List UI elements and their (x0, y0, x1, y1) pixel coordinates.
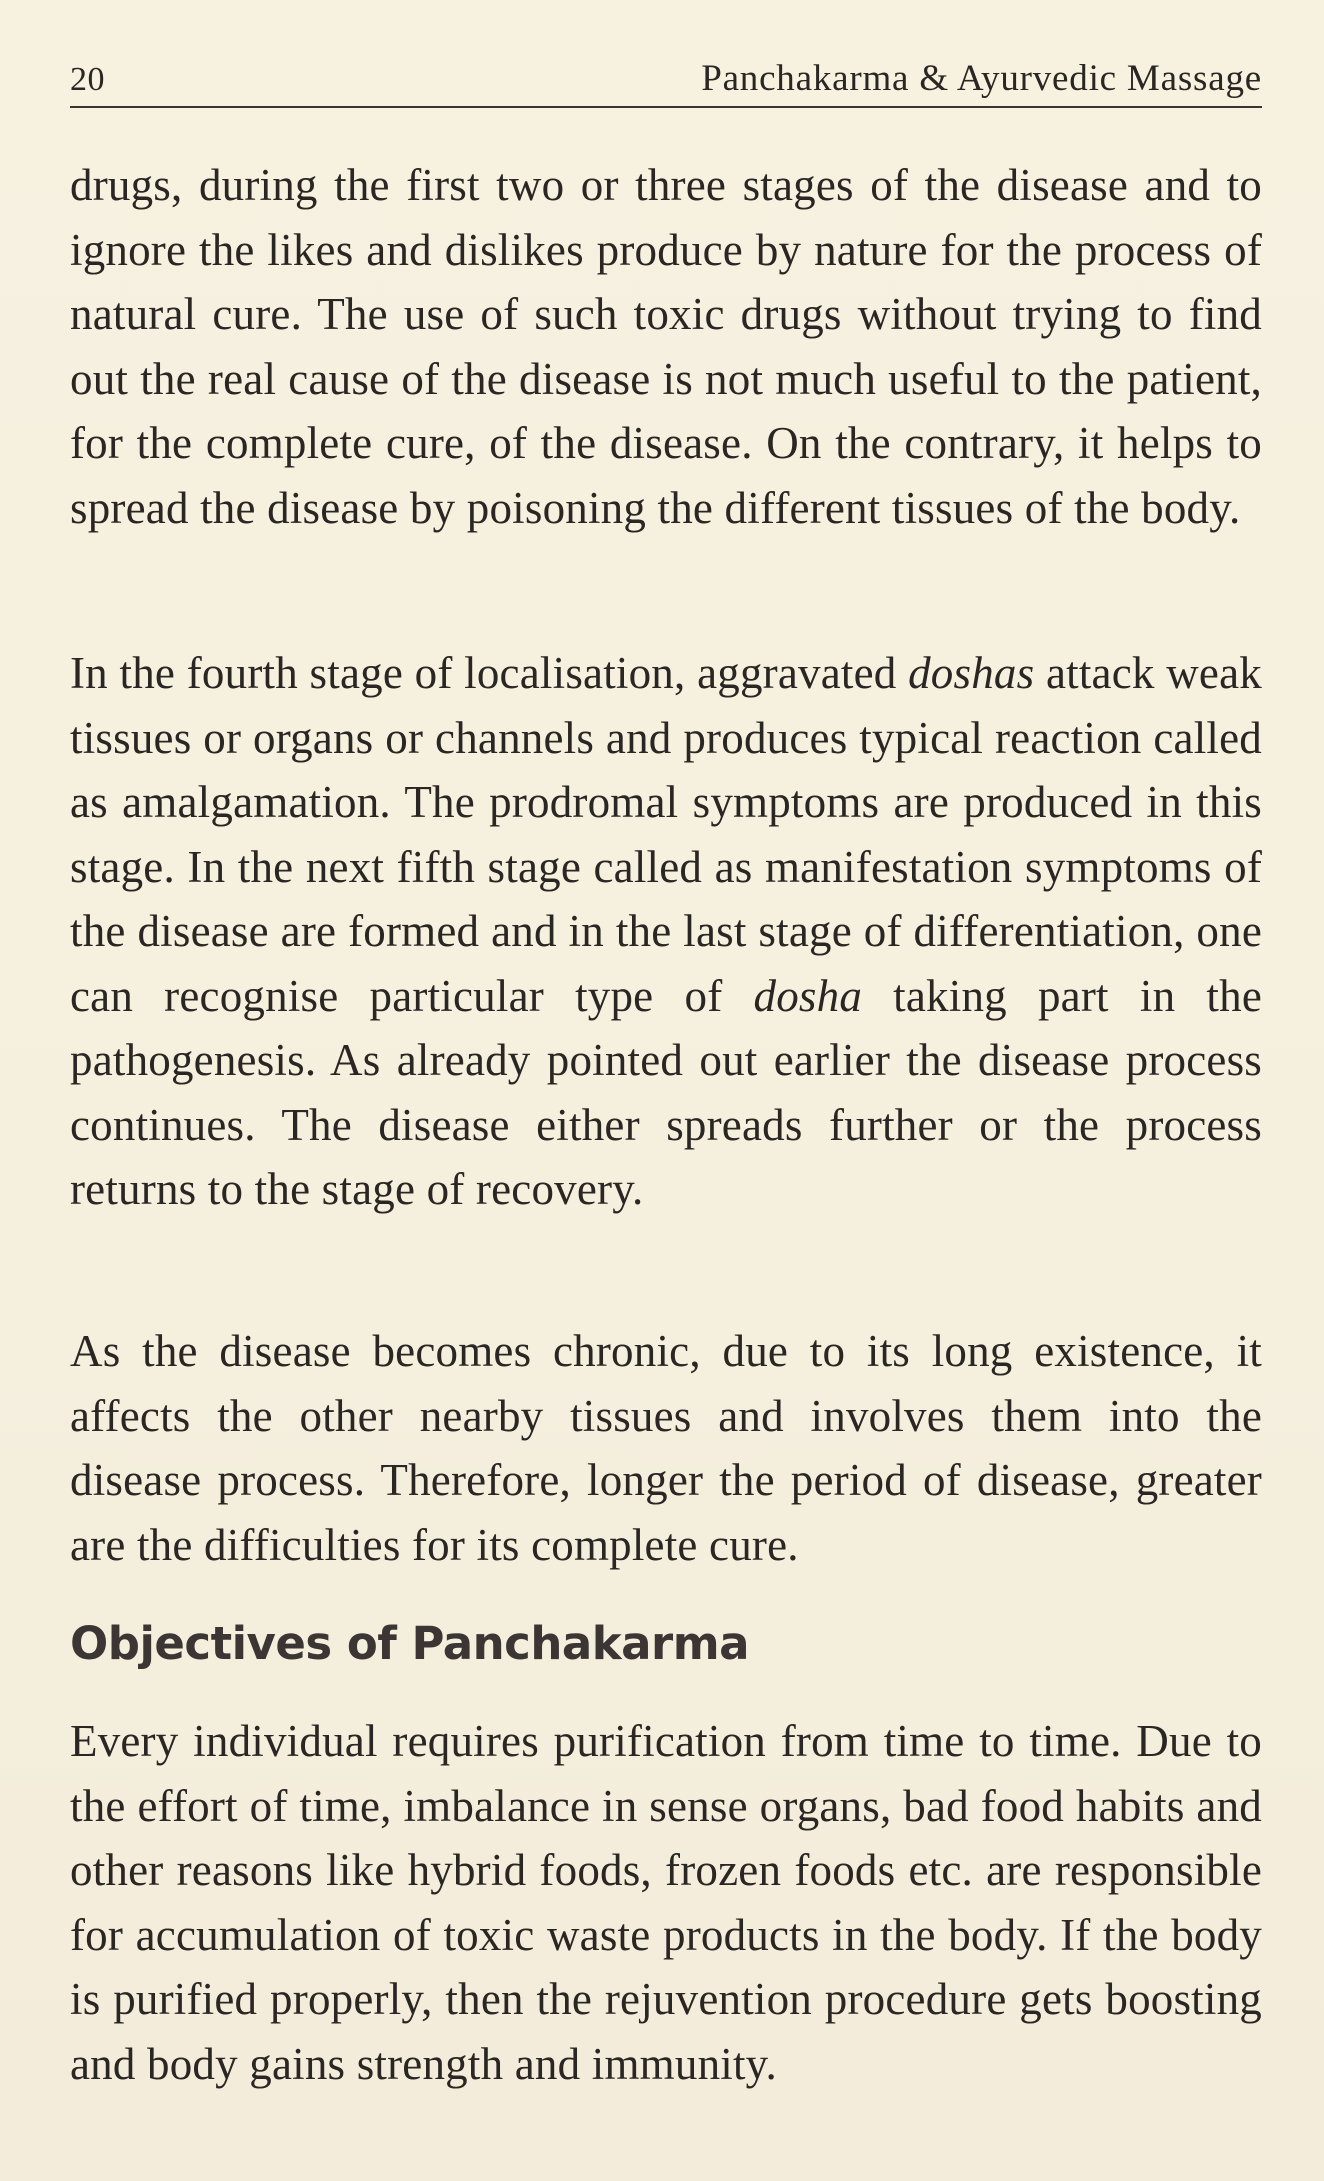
paragraph-2-text-c: taking part in the pathogenesis. As already pointed out earlier the disease process continues. The disease either spreads further or the process returns to the stage of recovery. (70, 970, 1262, 1214)
running-header (70, 52, 1262, 108)
paragraph-2-text-b: attack weak tissues or organs or channels and produces typical reaction called as amalgamation. The prodromal symptoms are produced in this stage. In the next fifth stage called as manifestation symptoms of the disease are formed and in the last stage of differentiation, one can recognise particular type of (70, 648, 1262, 1021)
italic-term-dosha: dosha (753, 970, 863, 1021)
running-title: Panchakarma & Ayurvedic Massage (701, 58, 1262, 99)
section-heading: Objectives of Panchakarma (70, 1617, 749, 1670)
paragraph-4: Every individual requires purification from time to time. Due to the effort of time, imbalance in sense organs, bad food habits and other reasons like hybrid foods, frozen foods etc. are responsible for accumulation of toxic waste products in the body. If the body is purified properly, then the rejuvention procedure gets boosting and body gains strength and immunity. (70, 1716, 1262, 2089)
paragraph-2 (70, 641, 1262, 1222)
italic-term-doshas: doshas (908, 648, 1035, 698)
paragraph-3: As the disease becomes chronic, due to its long existence, it affects the other nearby tissues and involves them into the disease process. Therefore, longer the period of disease, greater are the difficulties for its complete cure. (70, 1326, 1262, 1570)
paragraph-1: drugs, during the first two or three stages of the disease and to ignore the likes and dislikes produce by nature for the process of natural cure. The use of such toxic drugs without trying to find out the real cause of the disease is not much useful to the patient, for the complete cure, of the disease. On the contrary, it helps to spread the disease by poisoning the different tissues of the body. (70, 160, 1262, 533)
paragraph-2-text-a: In the fourth stage of localisation, aggravated (70, 648, 909, 698)
page-number: 20 (70, 61, 105, 98)
